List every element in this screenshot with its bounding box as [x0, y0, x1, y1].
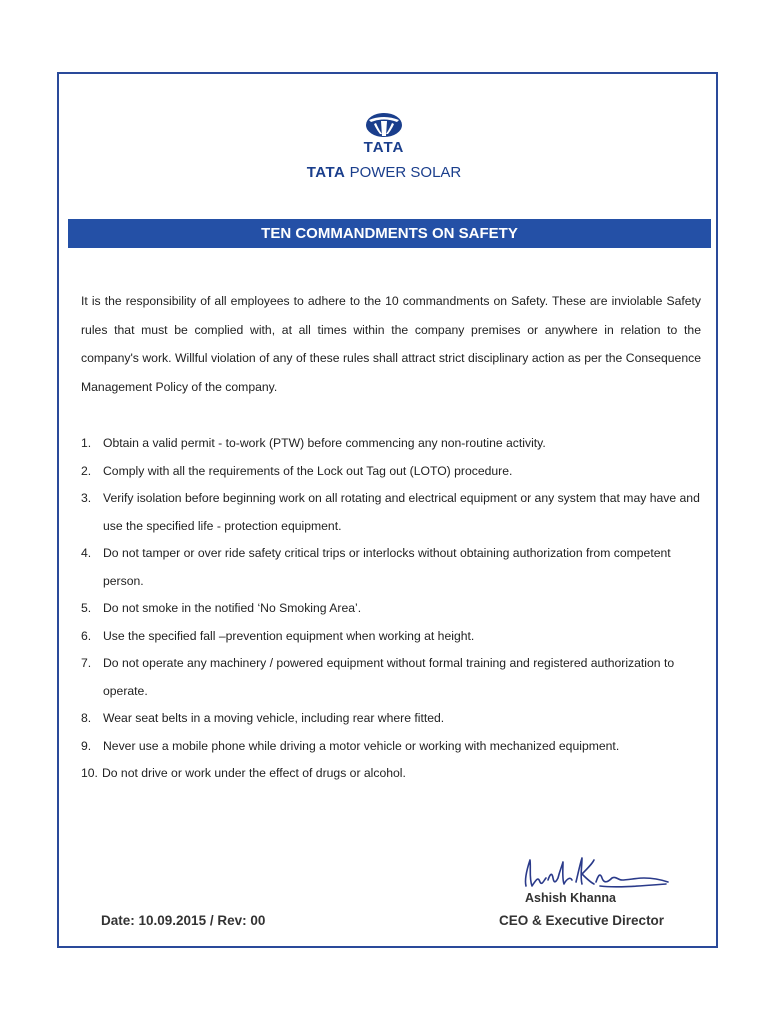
rule-item [81, 623, 713, 651]
rule-number: 3. [81, 491, 92, 505]
company-name-regular: POWER SOLAR [349, 164, 462, 181]
company-name-bold: TATA [306, 164, 346, 181]
signatory-name: Ashish Khanna [525, 891, 616, 905]
rule-item [81, 650, 713, 705]
date-revision [101, 913, 265, 928]
rule-text: Do not operate any machinery / powered equipment without formal training and registered authorization to operate. [103, 656, 675, 698]
rule-number: 10. [81, 766, 98, 780]
rule-number: 2. [81, 463, 92, 478]
rule-number: 8. [81, 711, 92, 725]
rule-item [81, 705, 713, 733]
rule-item [81, 733, 713, 761]
rule-text: Do not smoke in the notified ‘No Smoking Area’. [103, 601, 362, 615]
signatory-title: CEO & Executive Director [499, 913, 665, 928]
rule-text: Use the specified fall –prevention equipment when working at height. [103, 628, 475, 643]
date-revision-text: Date: 10.09.2015 / Rev: 00 [101, 913, 266, 928]
rule-text: Never use a mobile phone while driving a motor vehicle or working with mechanized equipment. [103, 738, 620, 753]
rule-number: 5. [81, 601, 92, 615]
rule-text: Wear seat belts in a moving vehicle, including rear where fitted. [103, 711, 445, 725]
company-logo [0, 112, 768, 181]
rule-number: 7. [81, 656, 92, 670]
rule-item [81, 540, 713, 595]
rule-number: 1. [81, 436, 92, 450]
intro-paragraph: It is the responsibility of all employees to adhere to the 10 commandments on Safety. These are inviolable Safety rules that must be complied with, at all times within the company premises or anywhere in relation to the company's work. Willful violation of any of these rules shall attract strict disciplinary action as per the Consequence Management Policy of the company. [81, 294, 701, 394]
rule-text: Obtain a valid permit - to-work (PTW) before commencing any non-routine activity. [103, 436, 546, 450]
rule-text: Comply with all the requirements of the Lock out Tag out (LOTO) procedure. [103, 463, 513, 478]
rule-number: 4. [81, 546, 92, 560]
rule-item [81, 760, 713, 788]
rule-item [81, 485, 713, 540]
rule-number: 9. [81, 738, 92, 753]
signature-image [516, 852, 676, 896]
rule-text: Do not drive or work under the effect of drugs or alcohol. [101, 766, 406, 780]
rule-item [81, 458, 713, 486]
tata-logo-icon [364, 112, 404, 138]
logo-wordmark: TATA [363, 139, 405, 156]
rules-list [81, 430, 713, 788]
rule-item [81, 595, 713, 623]
rule-number: 6. [81, 628, 92, 643]
title-banner: TEN COMMANDMENTS ON SAFETY [68, 219, 711, 248]
rule-text: Verify isolation before beginning work on all rotating and electrical equipment or any system that may have and use the specified life - protection equipment. [103, 491, 700, 533]
rule-text: Do not tamper or over ride safety critical trips or interlocks without obtaining authorization from competent person. [103, 546, 671, 588]
rule-item [81, 430, 713, 458]
company-name [0, 164, 768, 181]
